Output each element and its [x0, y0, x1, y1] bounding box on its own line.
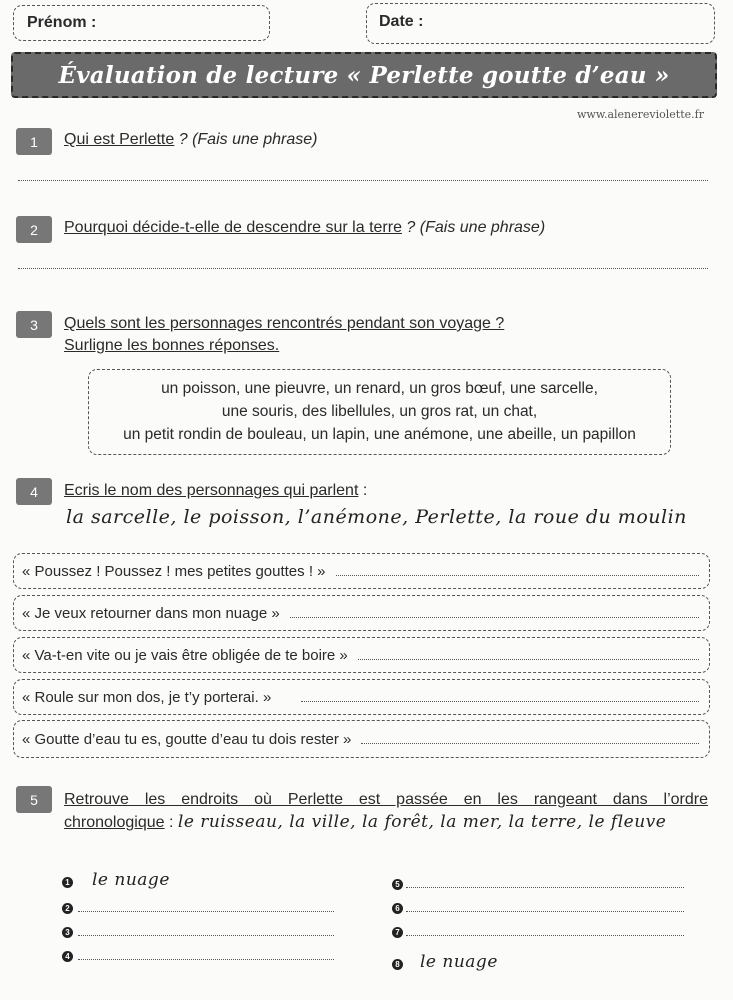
- quote-text-2: « Je veux retourner dans mon nuage »: [22, 604, 280, 622]
- site-url: www.alenereviolette.fr: [577, 108, 704, 121]
- question-number-2: 2: [16, 216, 52, 243]
- quote-row-1: [13, 553, 710, 589]
- quote-row-3: [13, 637, 710, 673]
- date-label: Date :: [379, 13, 424, 30]
- quote-answer-3[interactable]: [358, 659, 699, 660]
- order-bullet-7: 7: [392, 927, 403, 938]
- question-5: [64, 789, 708, 834]
- choice-line-3[interactable]: un petit rondin de bouleau, un lapin, une anémone, une abeille, un papillon: [123, 426, 636, 443]
- order-answer-3[interactable]: [78, 935, 334, 936]
- question-number-4: 4: [16, 478, 52, 505]
- question-5-colon: :: [168, 814, 174, 831]
- question-3: [64, 313, 504, 357]
- question-2-hint: ? (Fais une phrase): [406, 219, 546, 236]
- characters-box: [88, 369, 671, 455]
- order-bullet-4: 4: [62, 951, 73, 962]
- order-bullet-6: 6: [392, 903, 403, 914]
- question-number-3: 3: [16, 311, 52, 338]
- question-3-line2: Surligne les bonnes réponses.: [64, 337, 280, 354]
- order-bullet-3: 3: [62, 927, 73, 938]
- prenom-label: Prénom :: [27, 14, 97, 31]
- order-answer-1[interactable]: le nuage: [92, 870, 170, 890]
- question-number-1: 1: [16, 128, 52, 155]
- quote-row-4: [13, 679, 710, 715]
- quote-answer-2[interactable]: [290, 617, 699, 618]
- places-list: le ruisseau, la ville, la forêt, la mer, la terre, le fleuve: [177, 812, 667, 832]
- order-answer-4[interactable]: [78, 959, 334, 960]
- page-title: Évaluation de lecture « Perlette goutte d’eau »: [58, 61, 670, 89]
- order-answer-5[interactable]: [406, 887, 684, 888]
- date-box[interactable]: [366, 3, 715, 44]
- order-bullet-5: 5: [392, 879, 403, 890]
- quote-answer-5[interactable]: [361, 743, 699, 744]
- answer-line-2[interactable]: [18, 268, 708, 269]
- answer-line-1[interactable]: [18, 180, 708, 181]
- question-1-text: Qui est Perlette: [64, 131, 175, 148]
- quote-text-4: « Roule sur mon dos, je t’y porterai. »: [22, 688, 272, 706]
- order-bullet-1: 1: [62, 877, 73, 888]
- choice-line-2[interactable]: une souris, des libellules, un gros rat, un chat,: [221, 403, 538, 420]
- order-answer-7[interactable]: [406, 935, 684, 936]
- order-answer-2[interactable]: [78, 911, 334, 912]
- quote-row-5: [13, 720, 710, 758]
- question-4-text: Ecris le nom des personnages qui parlent: [64, 482, 359, 499]
- quote-text-5: « Goutte d’eau tu es, goutte d’eau tu dois rester »: [22, 730, 352, 748]
- quote-answer-1[interactable]: [336, 575, 700, 576]
- choice-line-1[interactable]: un poisson, une pieuvre, un renard, un gros bœuf, une sarcelle,: [161, 380, 598, 397]
- question-5-line2: chronologique: [64, 814, 165, 831]
- quote-answer-4[interactable]: [301, 701, 699, 702]
- question-3-line1: Quels sont les personnages rencontrés pendant son voyage ?: [64, 315, 505, 332]
- question-4: [64, 480, 367, 502]
- question-5-line1: Retrouve les endroits où Perlette est passée en les rangeant dans l’ordre: [64, 791, 708, 808]
- order-answer-8[interactable]: le nuage: [420, 952, 498, 972]
- question-2-text: Pourquoi décide-t-elle de descendre sur la terre: [64, 219, 402, 236]
- quote-row-2: [13, 595, 710, 631]
- question-2: [64, 217, 545, 239]
- question-4-colon: :: [362, 482, 368, 499]
- quote-text-3: « Va-t-en vite ou je vais être obligée de te boire »: [22, 646, 348, 664]
- speaker-names: la sarcelle, le poisson, l’anémone, Perlette, la roue du moulin: [66, 506, 687, 528]
- prenom-box[interactable]: [13, 5, 270, 41]
- question-1: [64, 129, 317, 151]
- question-number-5: 5: [16, 786, 52, 813]
- order-answer-6[interactable]: [406, 911, 684, 912]
- question-1-hint: ? (Fais une phrase): [178, 131, 318, 148]
- order-bullet-2: 2: [62, 903, 73, 914]
- quote-text-1: « Poussez ! Poussez ! mes petites gouttes ! »: [22, 562, 326, 580]
- order-bullet-8: 8: [392, 959, 403, 970]
- title-banner: [11, 52, 717, 98]
